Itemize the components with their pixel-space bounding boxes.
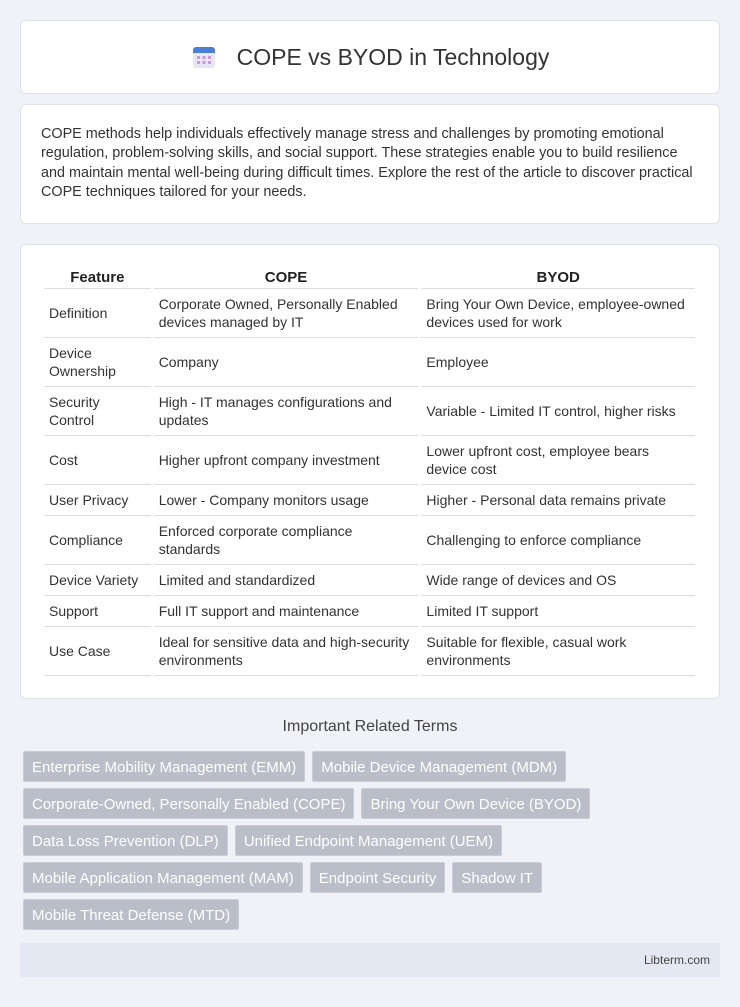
cell-cope: Company xyxy=(154,338,419,387)
term-tag[interactable]: Endpoint Security xyxy=(310,862,446,893)
intro-card xyxy=(20,104,720,224)
table-row xyxy=(44,516,695,565)
cell-byod: Limited IT support xyxy=(421,596,695,627)
cell-byod: Variable - Limited IT control, higher risks xyxy=(421,387,695,436)
calendar-icon xyxy=(191,44,217,70)
cell-cope: Lower - Company monitors usage xyxy=(154,485,419,516)
cell-feature: Compliance xyxy=(44,516,151,565)
term-tag[interactable]: Mobile Threat Defense (MTD) xyxy=(23,899,239,930)
table-row xyxy=(44,338,695,387)
cell-feature: Device Variety xyxy=(44,565,151,596)
cell-feature: Device Ownership xyxy=(44,338,151,387)
header-card xyxy=(20,20,720,94)
term-tag[interactable]: Corporate-Owned, Personally Enabled (COPE) xyxy=(23,788,354,819)
term-tag[interactable]: Unified Endpoint Management (UEM) xyxy=(235,825,502,856)
cell-feature: Use Case xyxy=(44,627,151,676)
term-tag[interactable]: Mobile Application Management (MAM) xyxy=(23,862,303,893)
cell-byod: Challenging to enforce compliance xyxy=(421,516,695,565)
cell-feature: Security Control xyxy=(44,387,151,436)
page-title: COPE vs BYOD in Technology xyxy=(236,43,550,70)
cell-byod: Bring Your Own Device, employee-owned devices used for work xyxy=(421,289,695,338)
term-tag[interactable]: Shadow IT xyxy=(452,862,542,893)
related-terms-list xyxy=(23,751,713,936)
comparison-table xyxy=(41,265,698,676)
table-row xyxy=(44,596,695,627)
term-tag[interactable]: Enterprise Mobility Management (EMM) xyxy=(23,751,305,782)
table-row xyxy=(44,627,695,676)
cell-feature: Definition xyxy=(44,289,151,338)
table-row xyxy=(44,436,695,485)
footer-site-link[interactable]: Libterm.com xyxy=(643,953,710,967)
table-row xyxy=(44,485,695,516)
cell-byod: Lower upfront cost, employee bears device cost xyxy=(421,436,695,485)
term-tag[interactable]: Bring Your Own Device (BYOD) xyxy=(361,788,590,819)
cell-cope: Ideal for sensitive data and high-security environments xyxy=(154,627,419,676)
table-row xyxy=(44,565,695,596)
cell-cope: Enforced corporate compliance standards xyxy=(154,516,419,565)
term-tag[interactable]: Data Loss Prevention (DLP) xyxy=(23,825,228,856)
cell-cope: High - IT manages configurations and updates xyxy=(154,387,419,436)
intro-text: COPE methods help individuals effectively manage stress and challenges by promoting emotional regulation, problem-solving skills, and social support. These strategies enable you to build resilience and maintain mental well-being during difficult times. Explore the rest of the article to discover practical COPE techniques tailored for your needs. xyxy=(41,126,693,201)
cell-cope: Corporate Owned, Personally Enabled devices managed by IT xyxy=(154,289,419,338)
cell-byod: Employee xyxy=(421,338,695,387)
cell-byod: Higher - Personal data remains private xyxy=(421,485,695,516)
comparison-table-card xyxy=(20,244,720,699)
cell-feature: User Privacy xyxy=(44,485,151,516)
table-row xyxy=(44,387,695,436)
cell-cope: Full IT support and maintenance xyxy=(154,596,419,627)
cell-byod: Wide range of devices and OS xyxy=(421,565,695,596)
cell-byod: Suitable for flexible, casual work environments xyxy=(421,627,695,676)
footer xyxy=(20,943,720,977)
cell-feature: Support xyxy=(44,596,151,627)
cell-cope: Higher upfront company investment xyxy=(154,436,419,485)
related-terms-title: Important Related Terms xyxy=(282,718,458,735)
cell-feature: Cost xyxy=(44,436,151,485)
cell-cope: Limited and standardized xyxy=(154,565,419,596)
header-byod: BYOD xyxy=(421,265,695,289)
header-cope: COPE xyxy=(154,265,419,289)
term-tag[interactable]: Mobile Device Management (MDM) xyxy=(312,751,566,782)
header-feature: Feature xyxy=(44,265,151,289)
table-row xyxy=(44,289,695,338)
